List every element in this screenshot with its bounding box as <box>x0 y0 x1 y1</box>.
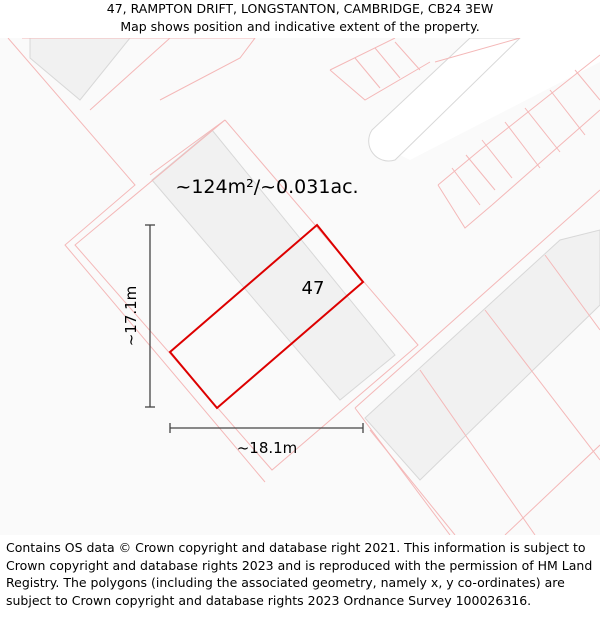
width-label: ~18.1m <box>236 439 298 457</box>
map-subtitle: Map shows position and indicative extent of the property. <box>120 19 480 34</box>
plot-number: 47 <box>301 278 325 299</box>
height-label: ~17.1m <box>122 285 140 347</box>
header <box>0 0 600 36</box>
property-address: 47, RAMPTON DRIFT, LONGSTANTON, CAMBRIDGE, CB24 3EW <box>106 1 494 16</box>
area-label: ~124m²/~0.031ac. <box>175 176 359 198</box>
copyright-notice: Contains OS data © Crown copyright and database right 2021. This information is subject to Crown copyright and database rights 2023 and is reproduced with the permission of HM Land Registry. The polygons (including the associated geometry, namely x, y co-ordinates) are subject to Crown copyright and database rights 2023 Ordnance Survey 100026316. <box>6 540 593 608</box>
map-area[interactable] <box>0 38 600 535</box>
map-svg <box>0 38 600 535</box>
